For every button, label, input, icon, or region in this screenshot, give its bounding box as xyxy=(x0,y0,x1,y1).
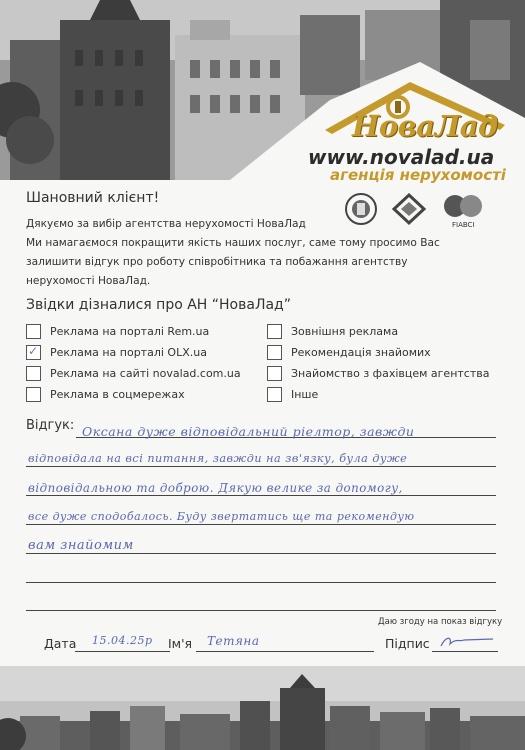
source-option-outdoor[interactable] xyxy=(267,324,398,339)
intro-line: нерухомості НоваЛад. xyxy=(26,275,151,287)
brand-name: НоваЛад xyxy=(352,109,498,143)
checkbox[interactable] xyxy=(267,345,282,360)
source-option-recommendation[interactable] xyxy=(267,345,431,360)
review-line xyxy=(26,524,496,525)
name-label: Ім'я xyxy=(168,636,193,651)
signature-mark xyxy=(438,634,498,650)
source-option-social[interactable] xyxy=(26,387,185,402)
option-label: Реклама на порталі Rem.ua xyxy=(50,325,210,338)
name-line xyxy=(196,651,374,652)
checkbox[interactable] xyxy=(267,387,282,402)
intro-paragraph xyxy=(26,215,496,291)
source-option-novalad-site[interactable] xyxy=(26,366,241,381)
source-option-other[interactable] xyxy=(267,387,318,402)
check-mark-icon: ✓ xyxy=(28,344,39,358)
checkbox[interactable] xyxy=(267,324,282,339)
brand-tagline: агенція нерухомості xyxy=(330,166,506,184)
review-line xyxy=(26,610,496,611)
brand-url: www.novalad.ua xyxy=(308,145,495,169)
fiabci-logo-label: FIABCI xyxy=(452,221,475,229)
checkbox-checked[interactable] xyxy=(26,345,41,360)
review-line xyxy=(26,553,496,554)
review-line xyxy=(26,495,496,496)
handwritten-review-line: відповідальною та доброю. Дякую велике за допомогу, xyxy=(28,481,403,495)
intro-line: Дякуємо за вибір агентства нерухомості НоваЛад xyxy=(26,218,306,230)
checkbox[interactable] xyxy=(26,366,41,381)
consent-note: Даю згоду на показ відгуку xyxy=(378,617,503,627)
handwritten-review-line: все дуже сподобалось. Буду звертатись ще та рекомендую xyxy=(28,510,415,523)
source-option-rem[interactable] xyxy=(26,324,209,339)
signature-line xyxy=(432,651,498,652)
review-line xyxy=(26,466,496,467)
signature-label: Підпис xyxy=(385,636,430,651)
checkbox[interactable] xyxy=(26,324,41,339)
greeting-heading: Шановний клієнт! xyxy=(26,190,160,206)
handwritten-date: 15.04.25р xyxy=(92,634,153,647)
handwritten-review-line: Оксана дуже відповідальний ріелтор, завжди xyxy=(82,424,415,439)
source-option-agent[interactable] xyxy=(267,366,489,381)
date-line xyxy=(75,651,170,652)
option-label: Реклама на порталі OLX.ua xyxy=(50,346,207,359)
fiabci-logo-icon xyxy=(444,195,482,217)
checkbox[interactable] xyxy=(26,387,41,402)
handwritten-name: Тетяна xyxy=(207,634,260,648)
handwritten-review-line: відповідала на всі питання, завжди на зв'язку, була дуже xyxy=(28,452,408,465)
checkbox[interactable] xyxy=(267,366,282,381)
footer-city-photo xyxy=(0,666,525,750)
source-option-olx[interactable] xyxy=(26,345,207,360)
intro-line: Ми намагаємося покращити якість наших послуг, саме тому просимо Вас xyxy=(26,237,440,249)
option-label: Реклама на сайті novalad.com.ua xyxy=(50,367,241,380)
option-label: Знайомство з фахівцем агентства xyxy=(291,367,490,380)
option-label: Інше xyxy=(291,388,319,401)
option-label: Зовнішня реклама xyxy=(291,325,399,338)
review-label: Відгук: xyxy=(26,418,75,433)
intro-line: залишити відгук про роботу співробітника та побажання агентству xyxy=(26,256,408,268)
option-label: Рекомендація знайомих xyxy=(291,346,431,359)
handwritten-review-line: вам знайомим xyxy=(28,538,134,553)
review-line xyxy=(26,582,496,583)
date-label: Дата xyxy=(44,636,77,651)
option-label: Реклама в соцмережах xyxy=(50,388,185,401)
sources-title: Звідки дізналися про АН “НоваЛад” xyxy=(26,297,291,313)
